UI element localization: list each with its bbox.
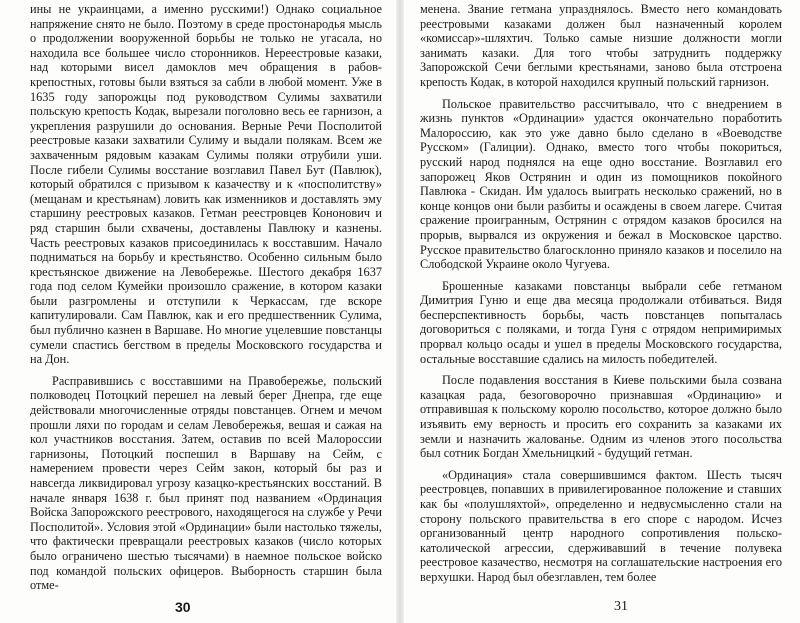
paragraph: ины не украинцами, а именно русскими!) Однако социальное напряжение снято не было. Поэтому в среде простонародья мысль о продолжении вооруженной борьбы не только не угасала, но находила все большее число сторонников. Нереестровые казаки, над которыми висел дамоклов меч обращения в рабов-крепостных, готовы были взяться за сабли в любой момент. Уже в 1635 году запорожцы под руководством Сулимы захватили польскую крепость Кодак, вырезали поголовно весь ее гарнизон, а укрепления разрушили до основания. Верные Речи Посполитой реестровые казаки захватили Сулиму и выдали полякам. Всем же захваченным рядовым казакам Сулимы поляки отрубили уши. После гибели Сулимы восстание возглавил Павел Бут (Павлюк), который обратился с призывом к казачеству и к «посполитству» (мещанам и крестьянам) ловить как изменников и доставлять эму старшину реестровых казаков. Гетман реестровцев Кононович и ряд старшин были схвачены, доставлены Павлюку и казнены. Часть реестровых казаков присоединилась к восставшим. Начало подниматься на борьбу и крестьянство. Особенно сильным было крестьянское движение на Левобережье. Шестого декабря 1637 года под селом Кумейки произошло сражение, в котором казаки были разгромлены и отступили к Черкассам, где вскоре капитулировали. Сам Павлюк, как и его предшественник Сулима, был публично казнен в Варшаве. Но многие уцелевшие повстанцы сумели спастись бегством в пределы Московского государства и на Дон. [30, 2, 382, 367]
paragraph: Польское правительство рассчитывало, что с внедрением в жизнь пунктов «Ординации» удастся окончательно поработить Малороссию, как это уже давно было сделано в «Воеводстве Русском» (Галиции). Однако, вместо того чтобы покориться, русский народ поднялся на еще одно восстание. Возглавил его запорожец Яков Острянин и один из помощников покойного Павлюка - Скидан. Им удалось выиграть несколько сражений, но в конце концов они были разбиты и осаждены в своем лагере. Считая сражение проигранным, Острянин с отрядом казаков бросился на прорыв, вырвался из окружения и бежал в Московское царство. Русское правительство благосклонно приняло казаков и поселило на Слободской Украине около Чугуева. [420, 96, 782, 272]
right-page-text [420, 2, 782, 585]
left-page-text [30, 2, 382, 593]
right-page [404, 0, 800, 623]
paragraph: Брошенные казаками повстанцы выбрали себе гетманом Димитрия Гуню и еще два месяца продолжали отбиваться. Видя бесперспективность борьбы, часть повстанцев попыталась договориться с поляками, и тогда Гуня с отрядом непримиримых прорвал кольцо осады и ушел в пределы Московского государства, остальные восставшие сдались на милость победителей. [420, 278, 782, 366]
paragraph: «Ординация» стала совершившимся фактом. Шесть тысяч реестровцев, попавших в привилегированное положение и ставших как бы «полушляхтой», определенно и недвусмысленно стали на сторону польского правительства в его споре с народом. Исчез организованный центр народного сопротивления польско-католической агрессии, сдерживавший в течение полувека реестровое казачество, несмотря на соглашательские настроения его верхушки. Народ был обезглавлен, тем более [420, 467, 782, 584]
paragraph: Расправившись с восставшими на Правобережье, польский полководец Потоцкий перешел на левый берег Днепра, где еще действовали многочисленные отряды повстанцев. Огнем и мечом прошли ляхи по городам и селам Левобережья, вешая и сажая на кол участников восстания. Затем, оставив по всей Малороссии гарнизоны, Потоцкий поспешил в Варшаву на Сейм, с намерением провести через Сейм закон, который бы раз и навсегда ликвидировал угрозу казацко-крестьянских восстаний. В начале января 1638 г. был принят под названием «Ординация Войска Запорожского реестрового, находящегося на службе у Речи Посполитой». Условия этой «Ординации» были настолько тяжелы, что фактически превращали реестровых казаков (число которых было ограничено шестью тысячами) в наемное польское войско под командой польских офицеров. Выборность старшин была отме- [30, 373, 382, 593]
paragraph: менена. Звание гетмана упразднялось. Вместо него командовать реестровыми казаками должен был назначенный королем «комиссар»-шляхтич. Только самые низшие должности могли занимать казаки. Для того чтобы затруднить поддержку Запорожской Сечи беглыми крестьянами, заново была отстроена крепость Кодак, в которой находился крупный польский гарнизон. [420, 2, 782, 89]
page-number: 30 [175, 599, 191, 615]
book-gutter [396, 0, 404, 623]
page-number: 31 [614, 599, 628, 614]
left-page [0, 0, 396, 623]
paragraph: После подавления восстания в Киеве польскими была созвана казацкая рада, безоговорочно признавшая «Ординацию» и отправившая к польскому королю посольство, которое должно было изъявить ему верность и просить его сохранить за казаками их земли и назначить жалованье. Одним из членов этого посольства был сотник Богдан Хмельницкий - будущий гетман. [420, 373, 782, 461]
